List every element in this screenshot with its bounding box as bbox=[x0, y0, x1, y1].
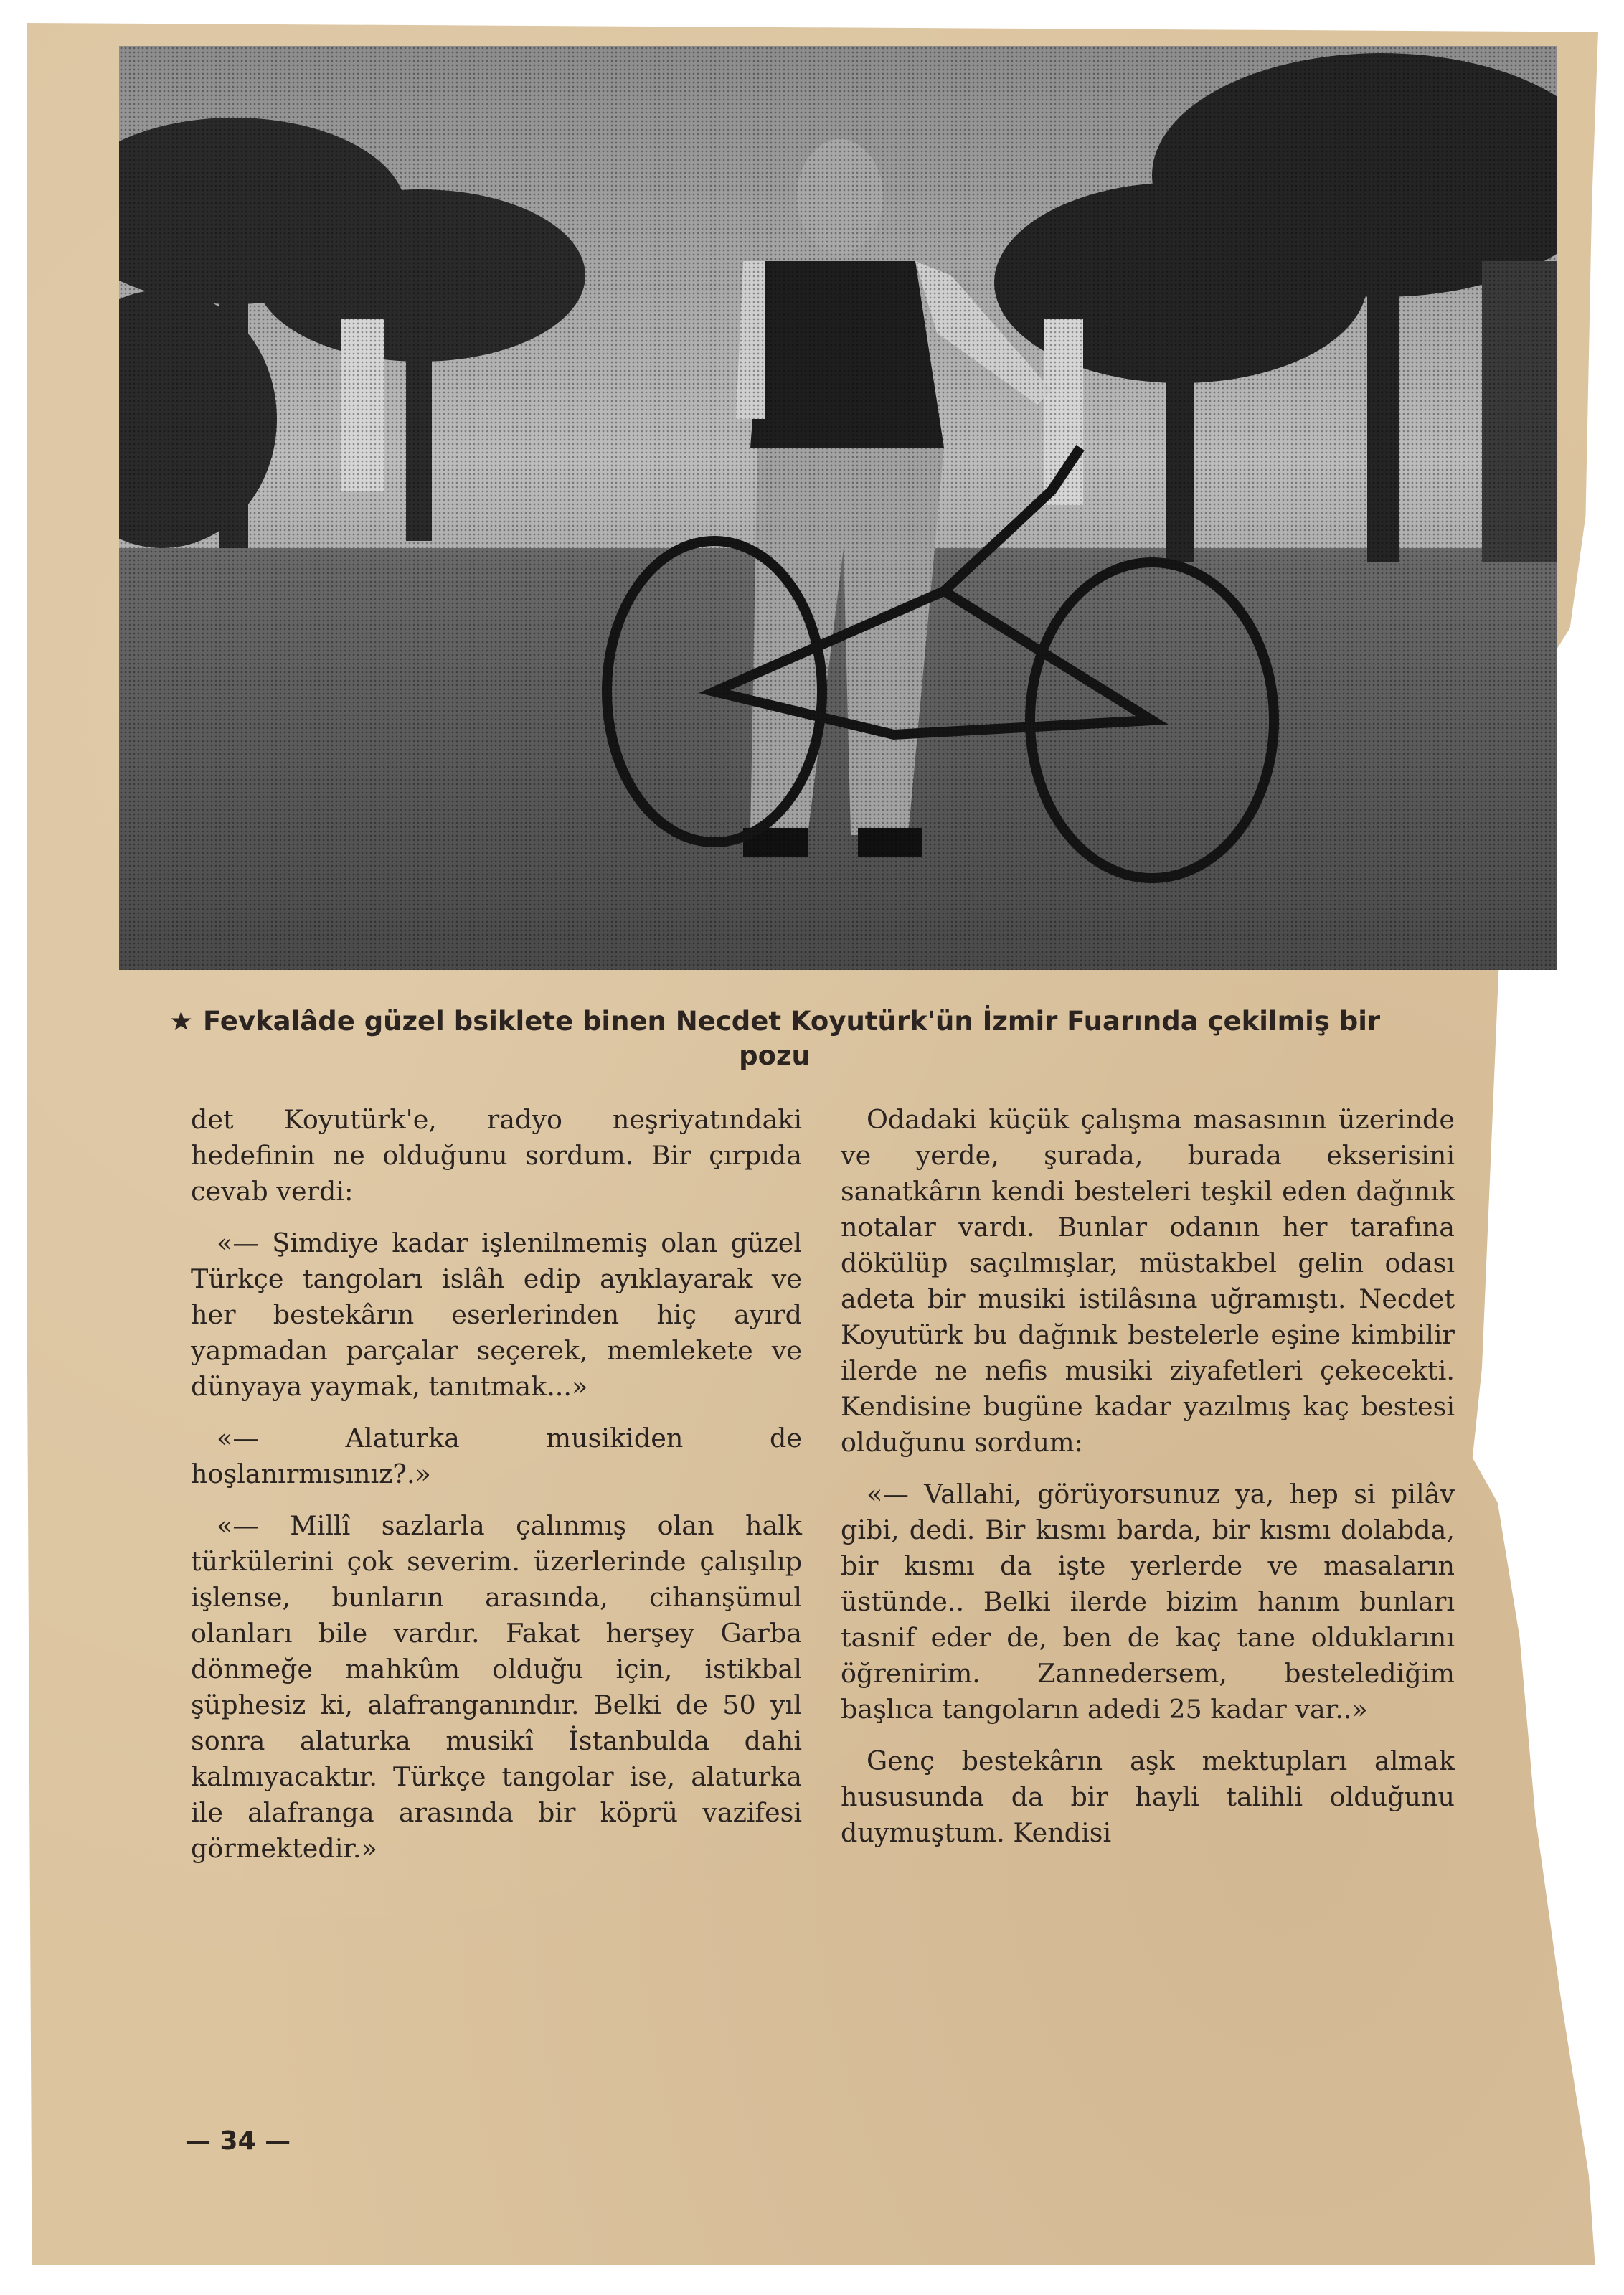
paragraph: «— Şimdiye kadar işlenilmemiş olan güzel Türkçe tangoları islâh edip ayıklayarak ve her bestekârın eserlerinden hiç ayırd yapmadan parçalar seçerek, memlekete ve dünyaya yaymak, tanıtmak...» bbox=[191, 1227, 802, 1402]
paragraph: «— Alaturka musikiden de hoşlanırmısınız?.» bbox=[191, 1423, 802, 1489]
photo-illustration bbox=[119, 46, 1557, 970]
paragraph: det Koyutürk'e, radyo neşriyatındaki hedefinin ne olduğunu sordum. Bir çırpıda cevab verdi: bbox=[191, 1104, 802, 1207]
photo-caption bbox=[165, 1004, 1384, 1073]
star-icon: ★ bbox=[169, 1006, 194, 1037]
paragraph: «— Millî sazlarla çalınmış olan halk türkülerini çok severim. üzerlerinde çalışılıp işlense, bunların arasında, cihanşümul olanları bile vardır. Fakat herşey Garba dönmeğe mahkûm olduğu için, istikbal şüphesiz ki, alafranganındır. Belki de 50 yıl sonra alaturka musikî İstanbulda dahi kalmıyacaktır. Türkçe tangolar ise, alaturka ile alafranga arasında bir köprü vazifesi görmektedir.» bbox=[191, 1510, 802, 1864]
paragraph: «— Vallahi, görüyorsunuz ya, hep si pilâv gibi, dedi. Bir kısmı barda, bir kısmı dolabda, bir kısmı da işte yerlerde ve masaların üstünde.. Belki ilerde bizim hanım bunları tasnif eder de, ben de kaç tane olduklarını öğrenirim. Zannedersem, bestelediğim başlıca tangoların adedi 25 kadar var..» bbox=[841, 1479, 1455, 1725]
article-column-right bbox=[841, 1102, 1455, 1867]
paragraph: Odadaki küçük çalışma masasının üzerinde ve yerde, şurada, burada ekserisini sanatkârın kendi besteleri teşkil eden dağınık notalar vardı. Bunlar odanın her tarafına dökülüp saçılmışlar, müstakbel gelin odası adeta bir musiki istilâsına uğramıştı. Necdet Koyutürk bu dağınık bestelerle eşine kimbilir ilerde ne nefis musiki ziyafetleri çekecekti. Kendisine bugüne kadar yazılmış kaç bestesi olduğunu sordum: bbox=[841, 1104, 1455, 1458]
page-number: — 34 — bbox=[185, 2126, 291, 2156]
article-column-left bbox=[191, 1102, 802, 1882]
photo-man-with-bicycle bbox=[119, 46, 1557, 970]
caption-text: Fevkalâde güzel bsiklete binen Necdet Koyutürk'ün İzmir Fuarında çekilmiş bir pozu bbox=[203, 1006, 1381, 1071]
paragraph: Genç bestekârın aşk mektupları almak hususunda da bir hayli talihli olduğunu duymuştum. Kendisi bbox=[841, 1745, 1455, 1848]
